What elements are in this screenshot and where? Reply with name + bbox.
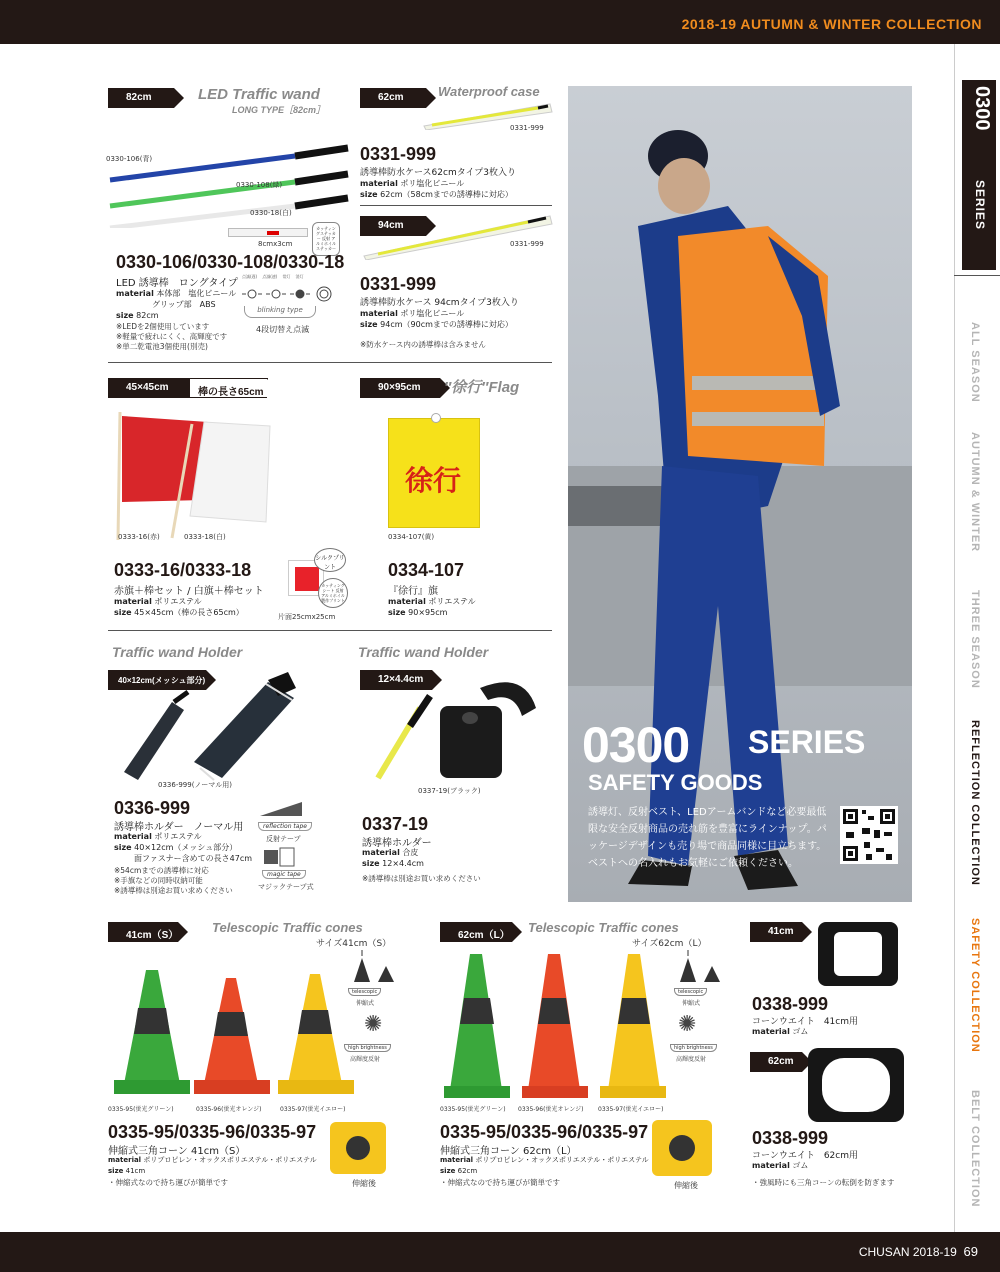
caption: 0335-97(蛍光イエロー) <box>598 1106 664 1113</box>
product-code: 0338-999 <box>752 1128 829 1148</box>
print-badge: シルクプリント <box>314 548 346 572</box>
nav-autumn-winter[interactable]: AUTUMN & WINTER <box>969 432 981 553</box>
magic-label: magic tape <box>262 870 306 879</box>
caption: 0335-96(蛍光オレンジ) <box>518 1106 584 1113</box>
size-tag: 41cm（S） <box>108 922 178 942</box>
spec: material ポリエステル size 45×45cm（棒の長さ65cm） <box>114 597 244 617</box>
caption: 0330-18(白) <box>250 209 292 217</box>
refl-label: reflection tape <box>258 822 312 831</box>
sun-icon: ✺ <box>678 1012 697 1037</box>
cone-weight-62-image <box>808 1048 904 1122</box>
bright-label: high brightness <box>344 1044 391 1052</box>
notes: ※LEDを2個使用しています ※軽量で疲れにくく、高輝度です ※単二乾電池3個使用(別売) <box>116 322 228 351</box>
product-code: 0335-95/0335-96/0335-97 <box>108 1122 317 1142</box>
note: ※防水ケース内の誘導棒は含みません <box>360 340 486 349</box>
blink-type-label: blinking type <box>244 306 316 318</box>
product-name: コーンウエイト 62cm用 <box>752 1151 858 1161</box>
note: ・強風時にも三角コーンの転倒を防ぎます <box>752 1178 895 1187</box>
nav-belt[interactable]: BELT COLLECTION <box>969 1090 981 1208</box>
divider <box>108 362 552 363</box>
product-name: 誘導棒ホルダー ノーマル用 <box>114 822 244 833</box>
product-name: 赤旗＋棒セット / 白旗＋棒セット <box>114 586 264 597</box>
sticker-sample <box>228 228 308 237</box>
spec: material ポリプロピレン・オックスポリエステル・ポリエステル size 41cm <box>108 1156 317 1175</box>
nav-safety[interactable]: SAFETY COLLECTION <box>969 918 981 1053</box>
mode-caption: 4段切替え点滅 <box>256 325 310 334</box>
promo-number: 0300 <box>582 717 690 773</box>
flag-text: 徐行 <box>405 464 462 497</box>
caption: 0331-999 <box>510 240 544 248</box>
size-tag: 62cm（L） <box>440 922 512 942</box>
tele-jp: 伸縮式 <box>682 1000 701 1007</box>
spec: material 本体部 塩化ビニール グリップ部 ABS size 82cm <box>116 289 237 320</box>
series-tab[interactable] <box>962 80 996 270</box>
sun-icon: ✺ <box>364 1012 383 1037</box>
size-tag: 45×45cm <box>108 378 190 398</box>
product-subtitle: サイズ62cm（L） <box>632 939 707 949</box>
product-name: 誘導棒防水ケース 94cmタイプ3枚入り <box>360 298 519 308</box>
jokou-flag-image <box>388 418 480 528</box>
size-tag: 40×12cm(メッシュ部分) <box>108 670 206 690</box>
caption: 片面25cmx25cm <box>278 613 336 621</box>
spec: material ゴム <box>752 1161 809 1170</box>
size-tag: 62cm <box>360 88 426 108</box>
spec: material ポリエステル size 90×95cm <box>388 597 476 617</box>
size-tag: 94cm <box>360 216 426 236</box>
product-name: 伸縮式三角コーン 62cm（L） <box>440 1146 577 1157</box>
series-number: 0300 <box>971 86 993 131</box>
size-tag: 82cm <box>108 88 174 108</box>
cones-62-image <box>440 948 670 1100</box>
folded-label: 伸縮後 <box>674 1181 698 1190</box>
divider <box>360 205 552 206</box>
size-tag: 41cm <box>750 922 802 942</box>
note: ・伸縮式なので持ち運びが簡単です <box>108 1178 228 1187</box>
caption: 0335-95(蛍光グリーン) <box>108 1106 174 1113</box>
product-code: 0331-999 <box>360 274 437 294</box>
cone-folded-image <box>652 1120 712 1176</box>
product-subtitle: LONG TYPE［82cm］ <box>232 105 326 115</box>
product-title: Telescopic Traffic cones <box>528 920 679 935</box>
caption: 0336-999(ノーマル用) <box>158 781 232 789</box>
cone-weight-41-image <box>818 922 898 986</box>
size-tag: 62cm <box>750 1052 802 1072</box>
holder-image <box>118 672 298 782</box>
reflection-tape-icon <box>258 800 304 818</box>
note: ・伸縮式なので持ち運びが簡単です <box>440 1178 560 1187</box>
caption: 8cmx3cm <box>258 240 293 248</box>
series-word: SERIES <box>973 180 987 231</box>
promo-series: SERIES <box>748 724 866 760</box>
tele-label: telescopic <box>348 988 381 996</box>
product-name: 誘導棒ホルダー <box>362 838 432 849</box>
size-tag: 棒の長さ65cm <box>190 378 268 398</box>
flag-image <box>112 412 272 542</box>
caption: 0335-96(蛍光オレンジ) <box>196 1106 262 1113</box>
product-code: 0335-95/0335-96/0335-97 <box>440 1122 649 1142</box>
caption: 0337-19(ブラック) <box>418 787 481 795</box>
product-code: 0338-999 <box>752 994 829 1014</box>
product-subtitle: サイズ41cm（S） <box>316 939 392 949</box>
product-code: 0330-106/0330-108/0330-18 <box>116 252 345 272</box>
model-photo <box>568 86 912 902</box>
caption: 0335-95(蛍光グリーン) <box>440 1106 506 1113</box>
promo-sub: SAFETY GOODS <box>588 770 763 795</box>
product-title: Telescopic Traffic cones <box>212 920 363 935</box>
case-image <box>358 210 554 260</box>
telescopic-icon <box>344 950 400 986</box>
spec: material ポリプロピレン・オックスポリエステル・ポリエステル size 62cm <box>440 1156 649 1175</box>
product-title: LED Traffic wand <box>198 86 320 103</box>
top-bar <box>0 0 1000 44</box>
product-name: 誘導棒防水ケース62cmタイプ3枚入り <box>360 168 516 178</box>
tele-jp: 伸縮式 <box>356 1000 375 1007</box>
product-code: 0333-16/0333-18 <box>114 560 252 580</box>
cones-41-image <box>108 960 358 1100</box>
product-name: 『徐行』旗 <box>388 586 438 597</box>
product-code: 0331-999 <box>360 144 437 164</box>
nav-three-season[interactable]: THREE SEASON <box>969 590 981 689</box>
spec: material ポリエステル size 40×12cm（メッシュ部分） 面ファスナー含めての長さ47cm <box>114 832 253 863</box>
product-title: Waterproof case <box>438 84 540 99</box>
bright-jp: 高輝度反射 <box>350 1056 381 1063</box>
bright-label: high brightness <box>670 1044 717 1052</box>
bottom-bar <box>0 1232 1000 1272</box>
led-wand-image <box>100 118 350 228</box>
spec: material ポリ塩化ビニール size 62cm（58cmまでの誘導棒に対応） <box>360 179 513 199</box>
caption: 0331-999 <box>510 124 544 132</box>
size-tag: 12×4.4cm <box>360 670 432 690</box>
product-name: 伸縮式三角コーン 41cm（S） <box>108 1146 246 1157</box>
caption: 0333-18(白) <box>184 533 226 541</box>
spec: material ポリ塩化ビニール size 94cm（90cmまでの誘導棒に対応） <box>360 309 513 329</box>
tele-label: telescopic <box>674 988 707 996</box>
product-title: ″徐行″Flag <box>444 379 520 396</box>
notes: ※54cmまでの誘導棒に対応 ※手旗などの同時収納可能 ※誘導棒は別途お買い求めください <box>114 866 233 895</box>
nav-all-season[interactable]: ALL SEASON <box>969 322 981 403</box>
collection-title: 2018-19 AUTUMN & WINTER COLLECTION <box>681 16 982 32</box>
folded-label: 伸縮後 <box>352 1179 376 1188</box>
caption: 0330-106(青) <box>106 155 153 163</box>
caption: 0334-107(黄) <box>388 533 435 541</box>
product-name: LED 誘導棒 ロングタイプ <box>116 278 238 289</box>
note: ※誘導棒は別途お買い求めください <box>362 874 481 883</box>
spec: material ゴム <box>752 1027 809 1036</box>
product-name: コーンウエイト 41cm用 <box>752 1017 858 1027</box>
nav-reflection[interactable]: REFLECTION COLLECTION <box>969 720 981 886</box>
blink-modes: 点滅(遅) 点滅(速) 常灯 消灯 <box>242 274 304 279</box>
caption: 0333-16(赤) <box>118 533 160 541</box>
sticker-badge: カッティングステッカー 反射 アルミホイル ステッカー <box>312 222 340 256</box>
side-divider <box>954 275 1000 276</box>
promo-body: 誘導灯、反射ベスト、LEDアームバンドなど必要最低限な安全反射商品の売れ筋を豊富にラインナップ。パッケージデザインも売り場で商品同様に目立ちます。ベストへの名入れもお気軽にご依頼ください。 <box>588 807 827 869</box>
product-code: 0334-107 <box>388 560 465 580</box>
blink-icon <box>240 282 336 306</box>
caption: 0335-97(蛍光イエロー) <box>280 1106 346 1113</box>
product-title: Traffic wand Holder <box>112 644 243 660</box>
holder-image <box>368 668 548 788</box>
spec: material 合皮 size 12×4.4cm <box>362 848 424 868</box>
sticker-badge: カッティングシート 反射 アルミホイル 製作プリント <box>318 578 348 608</box>
bright-jp: 高輝度反射 <box>676 1056 707 1063</box>
cone-folded-image <box>330 1122 386 1174</box>
caption: 0330-108(緑) <box>236 181 283 189</box>
magic-tape-icon <box>262 846 298 868</box>
product-code: 0337-19 <box>362 814 429 834</box>
divider <box>108 630 552 631</box>
refl-jp: 反射テープ <box>266 835 301 843</box>
product-code: 0336-999 <box>114 798 191 818</box>
product-title: Traffic wand Holder <box>358 644 489 660</box>
qr-code-icon <box>840 806 898 864</box>
size-tag: 90×95cm <box>360 378 440 398</box>
telescopic-icon <box>670 950 726 986</box>
footer-text: CHUSAN 2018-19 69 <box>858 1244 978 1259</box>
magic-jp: マジックテープ式 <box>258 883 314 891</box>
